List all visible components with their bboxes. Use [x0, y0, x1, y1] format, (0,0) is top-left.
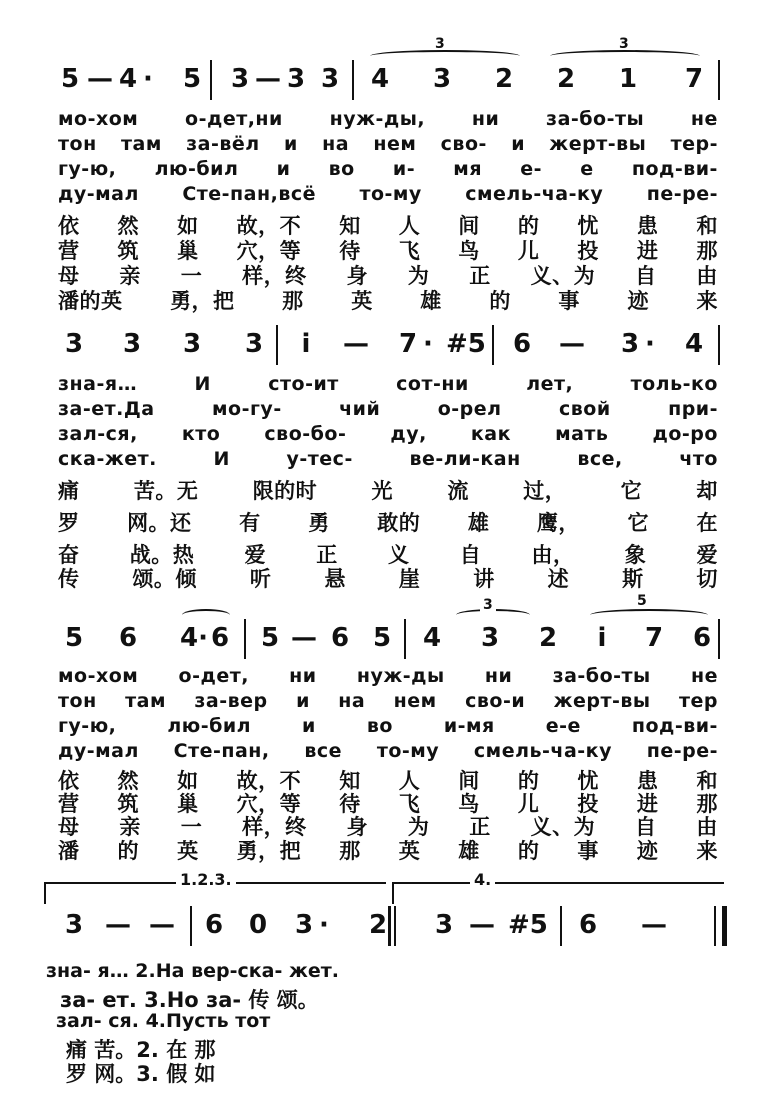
note: 6: [204, 910, 224, 940]
lyric-line-cn: 潘的英 勇，把 那 英 雄 的 事 迹 来: [58, 289, 718, 313]
note: 6: [210, 623, 230, 653]
lyric-line: гу-ю, лю-бил и во и- мя е- е под-ви-: [58, 158, 718, 180]
lyric-line: ду-мал Сте-пан, все то-му смель-ча-ку пе-ре-: [58, 740, 718, 762]
barline: [718, 325, 720, 365]
lyric-line: ду-мал Сте-пан,всё то-му смель-ча-ку пе-ре-: [58, 183, 718, 205]
note: 5: [182, 64, 202, 94]
lyric-line-cn: 痛 苦。无 限的时 光 流 过， 它 却: [58, 479, 718, 503]
repeat-barline: [388, 906, 391, 946]
note-dash: —: [105, 910, 131, 940]
note: i: [597, 623, 607, 653]
note: 3: [480, 623, 500, 653]
lyric-line-cn: 营 筑 巢 穴，等 待 飞 鸟 儿 投 进 那: [58, 239, 718, 263]
note: 4·: [180, 623, 208, 653]
note: 7: [644, 623, 664, 653]
note: 6: [118, 623, 138, 653]
tuplet-mark: 3: [480, 597, 496, 613]
note: 5: [372, 623, 392, 653]
note: 6: [330, 623, 350, 653]
note: 2: [538, 623, 558, 653]
note: 3: [286, 64, 306, 94]
barline: [560, 906, 562, 946]
barline: [190, 906, 192, 946]
barline: [404, 619, 406, 659]
note: #5: [446, 329, 486, 359]
final-barline: [722, 906, 727, 946]
note-dash: —: [87, 64, 113, 94]
note: 4: [684, 329, 704, 359]
note-dash: —: [343, 329, 369, 359]
note-dash: —: [149, 910, 175, 940]
note: 2: [494, 64, 514, 94]
note: #5: [508, 910, 548, 940]
lyric-line-cn: 传 颂。倾 听 悬 崖 讲 述 斯 切: [58, 567, 718, 591]
lyric-line: 罗 网。3. 假 如: [66, 1062, 216, 1086]
lyric-line: ска-жет. И у-тес- ве-ли-кан все, что: [58, 448, 718, 470]
note: i: [301, 329, 311, 359]
note: 3: [64, 329, 84, 359]
lyric-line: гу-ю, лю-бил и во и-мя е-е под-ви-: [58, 715, 718, 737]
tuplet-mark: 3: [432, 36, 448, 52]
lyric-line-cn: 罗 网。还 有 勇 敢的 雄 鹰， 它 在: [58, 511, 718, 535]
lyric-line: за- ет. 3.Но за- 传 颂。: [60, 988, 319, 1012]
note: 3: [230, 64, 250, 94]
note: 3: [432, 64, 452, 94]
lyric-line-cn: 依 然 如 故，不 知 人 间 的 忧 患 和: [58, 214, 718, 238]
lyric-line: 痛 苦。2. 在 那: [66, 1038, 216, 1062]
note: 3: [434, 910, 454, 940]
volta-label: 4.: [470, 870, 495, 889]
barline: [718, 60, 720, 100]
barline: [718, 619, 720, 659]
note: 3: [620, 329, 640, 359]
note: 7: [684, 64, 704, 94]
note: 3: [64, 910, 84, 940]
barline: [210, 60, 212, 100]
note: 3: [182, 329, 202, 359]
note: 6: [692, 623, 712, 653]
lyric-line-cn: 奋 战。热 爱 正 义 自 由， 象 爱: [58, 543, 718, 567]
note-dot: ·: [319, 910, 329, 940]
note-dot: ·: [645, 329, 655, 359]
note: 3: [294, 910, 314, 940]
note: 0: [248, 910, 268, 940]
note: 5: [260, 623, 280, 653]
final-barline: [714, 906, 716, 946]
lyric-line: зал- ся. 4.Пусть тот: [56, 1010, 271, 1032]
note-dash: —: [559, 329, 585, 359]
note-dash: —: [469, 910, 495, 940]
tuplet-mark: 3: [616, 36, 632, 52]
note-dash: —: [255, 64, 281, 94]
note: 3: [244, 329, 264, 359]
lyric-line: тон там за-вер и на нем сво-и жерт-вы тер: [58, 690, 718, 712]
note: 2: [556, 64, 576, 94]
barline: [276, 325, 278, 365]
barline: [244, 619, 246, 659]
note: 1: [618, 64, 638, 94]
lyric-line-cn: 营 筑 巢 穴，等 待 飞 鸟 儿 投 进 那: [58, 792, 718, 816]
note: 7: [398, 329, 418, 359]
note: 5: [64, 623, 84, 653]
barline: [492, 325, 494, 365]
lyric-line-cn: 母 亲 一 样，终 身 为 正 义、为 自 由: [58, 815, 718, 839]
note: 2: [368, 910, 388, 940]
note-dash: —: [291, 623, 317, 653]
lyric-line: зна-я… И сто-ит сот-ни лет, толь-ко: [58, 373, 718, 395]
note: 4: [370, 64, 390, 94]
volta-bracket: [392, 882, 724, 904]
note-dot: ·: [423, 329, 433, 359]
lyric-line-cn: 依 然 如 故，不 知 人 间 的 忧 患 和: [58, 769, 718, 793]
note: 4: [422, 623, 442, 653]
volta-label: 1.2.3.: [176, 870, 236, 889]
note: 3: [122, 329, 142, 359]
note: 3: [320, 64, 340, 94]
lyric-line: тон там за-вёл и на нем сво- и жерт-вы тер-: [58, 133, 718, 155]
barline: [352, 60, 354, 100]
note: 5: [60, 64, 80, 94]
note-dash: —: [641, 910, 667, 940]
repeat-barline: [394, 906, 396, 946]
lyric-line: мо-хом о-дет, ни нуж-ды ни за-бо-ты не: [58, 665, 718, 687]
note-dot: ·: [143, 64, 153, 94]
tuplet-mark: 5: [634, 593, 650, 609]
lyric-line: зна- я… 2.На вер-ска- жет.: [46, 960, 339, 982]
note: 6: [578, 910, 598, 940]
lyric-line: мо-хом о-дет,ни нуж-ды, ни за-бо-ты не: [58, 108, 718, 130]
lyric-line-cn: 潘 的 英 勇，把 那 英 雄 的 事 迹 来: [58, 839, 718, 863]
lyric-line: за-ет.Да мо-гу- чий о-рел свой при-: [58, 398, 718, 420]
lyric-line: зал-ся, кто сво-бо- ду, как мать до-ро: [58, 423, 718, 445]
note: 4: [118, 64, 138, 94]
lyric-line-cn: 母 亲 一 样，终 身 为 正 义、为 自 由: [58, 264, 718, 288]
note: 6: [512, 329, 532, 359]
